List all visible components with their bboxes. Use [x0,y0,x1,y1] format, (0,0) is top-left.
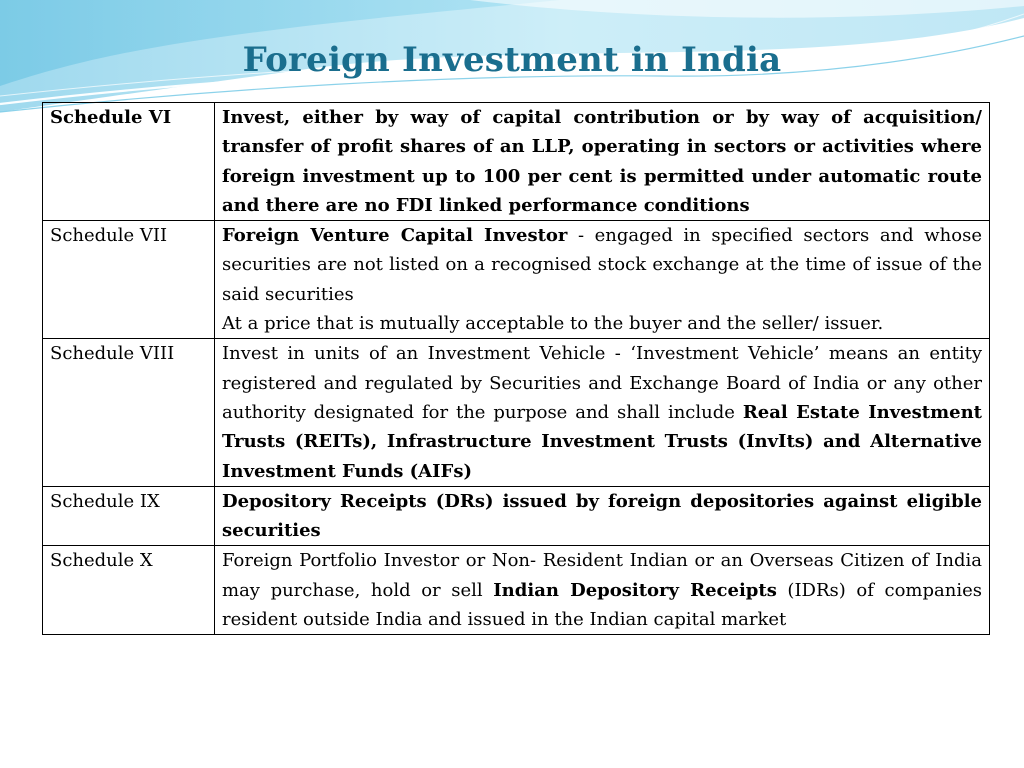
schedule-table-body [43,103,990,635]
description-bold-text: Foreign Venture Capital Investor [222,225,568,247]
schedule-name-cell: Schedule VIII [43,339,215,486]
table-row [43,221,990,339]
schedule-name-cell: Schedule VII [43,221,215,339]
schedule-description-cell [215,221,990,339]
description-bold-text: Real Estate Investment Trusts (REITs), Infrastructure Investment Trusts (InvIts) and Alternative Investment Funds (AIFs) [222,401,982,482]
schedule-description-cell [215,546,990,635]
page-title: Foreign Investment in India [242,40,782,80]
schedule-name-cell: Schedule IX [43,486,215,546]
table-row [43,103,990,221]
schedule-name-cell: Schedule X [43,546,215,635]
schedule-description-cell [215,486,990,546]
description-text: - engaged in specified sectors and whose securities are not listed on a recognised stock exchange at the time of issue of the said securities [222,225,982,305]
description-paragraph [222,103,982,220]
table-row [43,339,990,486]
description-paragraph [222,221,982,309]
table-row [43,546,990,635]
description-paragraph [222,487,982,546]
description-paragraph [222,546,982,634]
schedule-description-cell [215,103,990,221]
description-paragraph [222,309,982,338]
description-bold-text: Invest, either by way of capital contribution or by way of acquisition/ transfer of profit shares of an LLP, operating in sectors or activities where foreign investment up to 100 per cent is permitted under automatic route and there are no FDI linked performance conditions [222,107,982,216]
schedule-description-cell [215,339,990,486]
description-text: (IDRs) of companies resident outside India and issued in the Indian capital market [222,579,982,631]
description-text: Foreign Portfolio Investor or Non- Resident Indian or an Overseas Citizen of India may purchase, hold or sell [222,550,982,601]
schedule-table [42,102,990,635]
description-text: At a price that is mutually acceptable to the buyer and the seller/ issuer. [222,313,884,335]
description-text: Invest in units of an Investment Vehicle - ‘Investment Vehicle’ means an entity registered and regulated by Securities and Exchange Board of India or any other authority designated for the purpose and shall include [222,343,982,423]
description-paragraph [222,339,982,485]
table-row [43,486,990,546]
description-bold-text: Indian Depository Receipts [493,579,777,601]
schedule-name-cell: Schedule VI [43,103,215,221]
description-bold-text: Depository Receipts (DRs) issued by foreign depositories against eligible securities [222,490,982,542]
